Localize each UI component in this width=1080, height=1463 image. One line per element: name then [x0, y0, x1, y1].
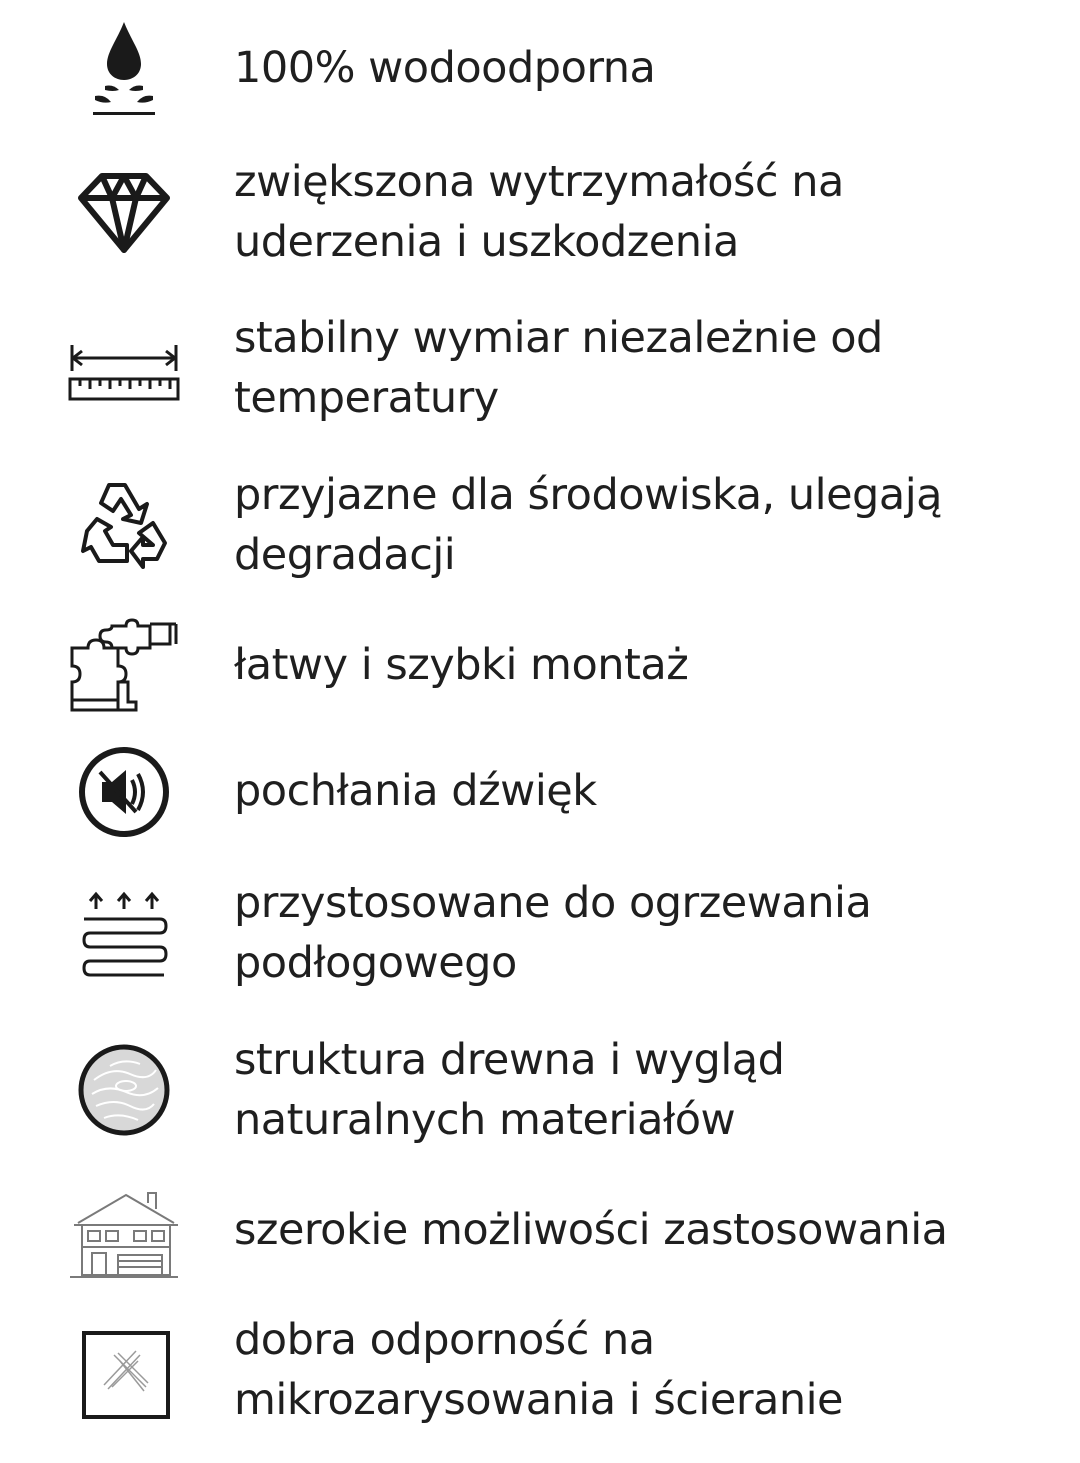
feature-label: przystosowane do ogrzewania podłogowego	[234, 878, 872, 988]
feature-label: łatwy i szybki montaż	[234, 640, 689, 690]
wood-grain-icon	[62, 1035, 186, 1145]
puzzle-icon	[62, 611, 186, 721]
feature-label: pochłania dźwięk	[234, 766, 597, 816]
feature-label: zwiększona wytrzymałość na uderzenia i uszkodzenia	[234, 157, 844, 267]
water-drop-icon	[62, 12, 186, 122]
feature-label: dobra odporność na mikrozarysowania i ścieranie	[234, 1315, 844, 1425]
floor-heating-icon	[62, 880, 186, 990]
house-icon	[62, 1176, 186, 1286]
recycle-icon	[62, 468, 186, 578]
feature-label: przyjazne dla środowiska, ulegają degradacji	[234, 470, 942, 580]
feature-label: stabilny wymiar niezależnie od temperatury	[234, 313, 883, 423]
ruler-measure-icon	[62, 315, 186, 425]
diamond-icon	[62, 153, 186, 263]
feature-label: szerokie możliwości zastosowania	[234, 1205, 948, 1255]
sound-mute-icon	[62, 737, 186, 847]
scratch-resistance-icon	[62, 1320, 186, 1430]
feature-label: 100% wodoodporna	[234, 43, 656, 93]
feature-label: struktura drewna i wygląd naturalnych materiałów	[234, 1035, 785, 1145]
